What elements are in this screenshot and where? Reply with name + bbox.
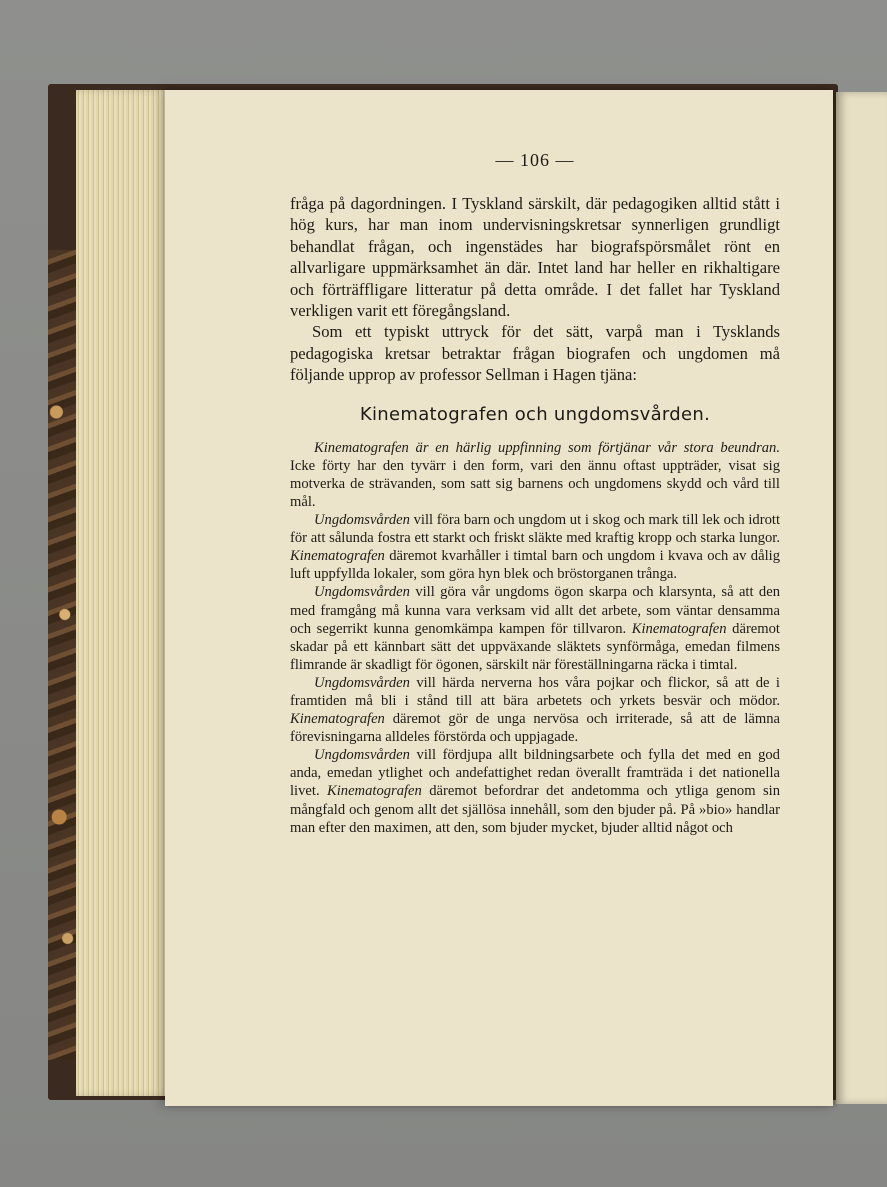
proclamation-paragraph [290,511,780,583]
page-number: — 106 — [495,150,575,170]
proclamation-paragraph [290,583,780,673]
lead-phrase: Kinematografen är en härlig uppfinning som förtjänar vår stora beundran. [314,439,780,456]
contrast-text: däremot kvarhåller i timtal barn och ungdom i kvava och av dålig luft uppfyllda lokaler, som göra hyn blek och bröstorganen trånga. [290,548,780,583]
contrast-label: Kinematografen [290,548,385,565]
body-text: Icke förty har den tyvärr i den form, vari den ännu oftast uppträder, visat sig motverka de strävanden, som satt sig barnens och ungdomens skydd och vård till mål. [290,457,780,510]
section-heading: Kinematografen och ungdomsvården. [359,403,711,425]
intro-paragraph: fråga på dagordningen. I Tyskland särskilt, där pedagogiken alltid stått i hög kurs, har man inom undervisningskretsar synnerligen grundligt behandlat frågan, och ingenstädes har biografspörsmålet rönt en allvarligare uppmärksamhet än där. Intet land har heller en rikhaltigare och förträffligare litteratur på detta område. I det fallet har Tyskland verkligen varit ett föregångsland. [290,194,780,321]
page-text [290,150,780,837]
proclamation-paragraph [290,746,780,836]
proclamation-paragraph [290,439,780,511]
contrast-label: Kinematografen [326,783,422,800]
intro-section [290,193,780,386]
contrast-label: Kinematografen [290,711,385,728]
lead-phrase: Ungdomsvården [314,747,410,764]
proclamation [290,439,780,837]
proclamation-paragraph [290,674,780,746]
lead-phrase: Ungdomsvården [314,674,410,691]
body-text: vill göra vår ungdoms ögon skarpa och klarsynta, så att den med framgång må kunna vara verksam vid allt det arbete, som väntar densamma och segerrikt kunna genomkämpa kampen för tillvaron. [290,584,780,637]
contrast-text: däremot befordrar det andetomma och ytliga genom sin mångfald och genom allt det själlösa innehåll, som den bjuder på. På »bio» handlar man efter den maximen, att den, som bjuder mycket, bjuder alltid något och [290,783,780,836]
lead-phrase: Ungdomsvården [314,584,410,601]
body-text: vill fördjupa allt bildningsarbete och fylla det med en god anda, emedan ytlighet och andefattighet redan överallt framträda i det nationella livet. [290,747,780,800]
contrast-label: Kinematografen [631,620,727,637]
body-text: vill härda nerverna hos våra pojkar och flickor, så att de i framtiden må bli i stånd till att bära arbetets och yrkets besvär och mödor. [290,674,780,709]
contrast-text: däremot gör de unga nervösa och irriterade, så att de lämna förevisningarna alldeles förstörda och uppjagade. [290,711,780,746]
lead-phrase: Ungdomsvården [314,512,410,529]
page-block-edges [76,90,176,1096]
marbled-page-edge [48,250,76,1060]
intro-paragraph: Som ett typiskt uttryck för det sätt, varpå man i Tysklands pedagogiska kretsar betraktar frågan biografen och ungdomen må följande upprop av professor Sellman i Hagen tjäna: [290,322,780,385]
contrast-text: däremot skadar på ett kännbart sätt det uppväxande släktets synförmåga, emedan filmens flimrande är skadligt för ögonen, särskilt när föreställningarna räcka i timtal. [290,620,780,673]
body-text: vill föra barn och ungdom ut i skog och mark till lek och idrott för att sålunda fostra ett starkt och friskt släkte med kraftig kropp och starka lungor. [290,512,780,547]
facing-page-edge [836,92,887,1104]
